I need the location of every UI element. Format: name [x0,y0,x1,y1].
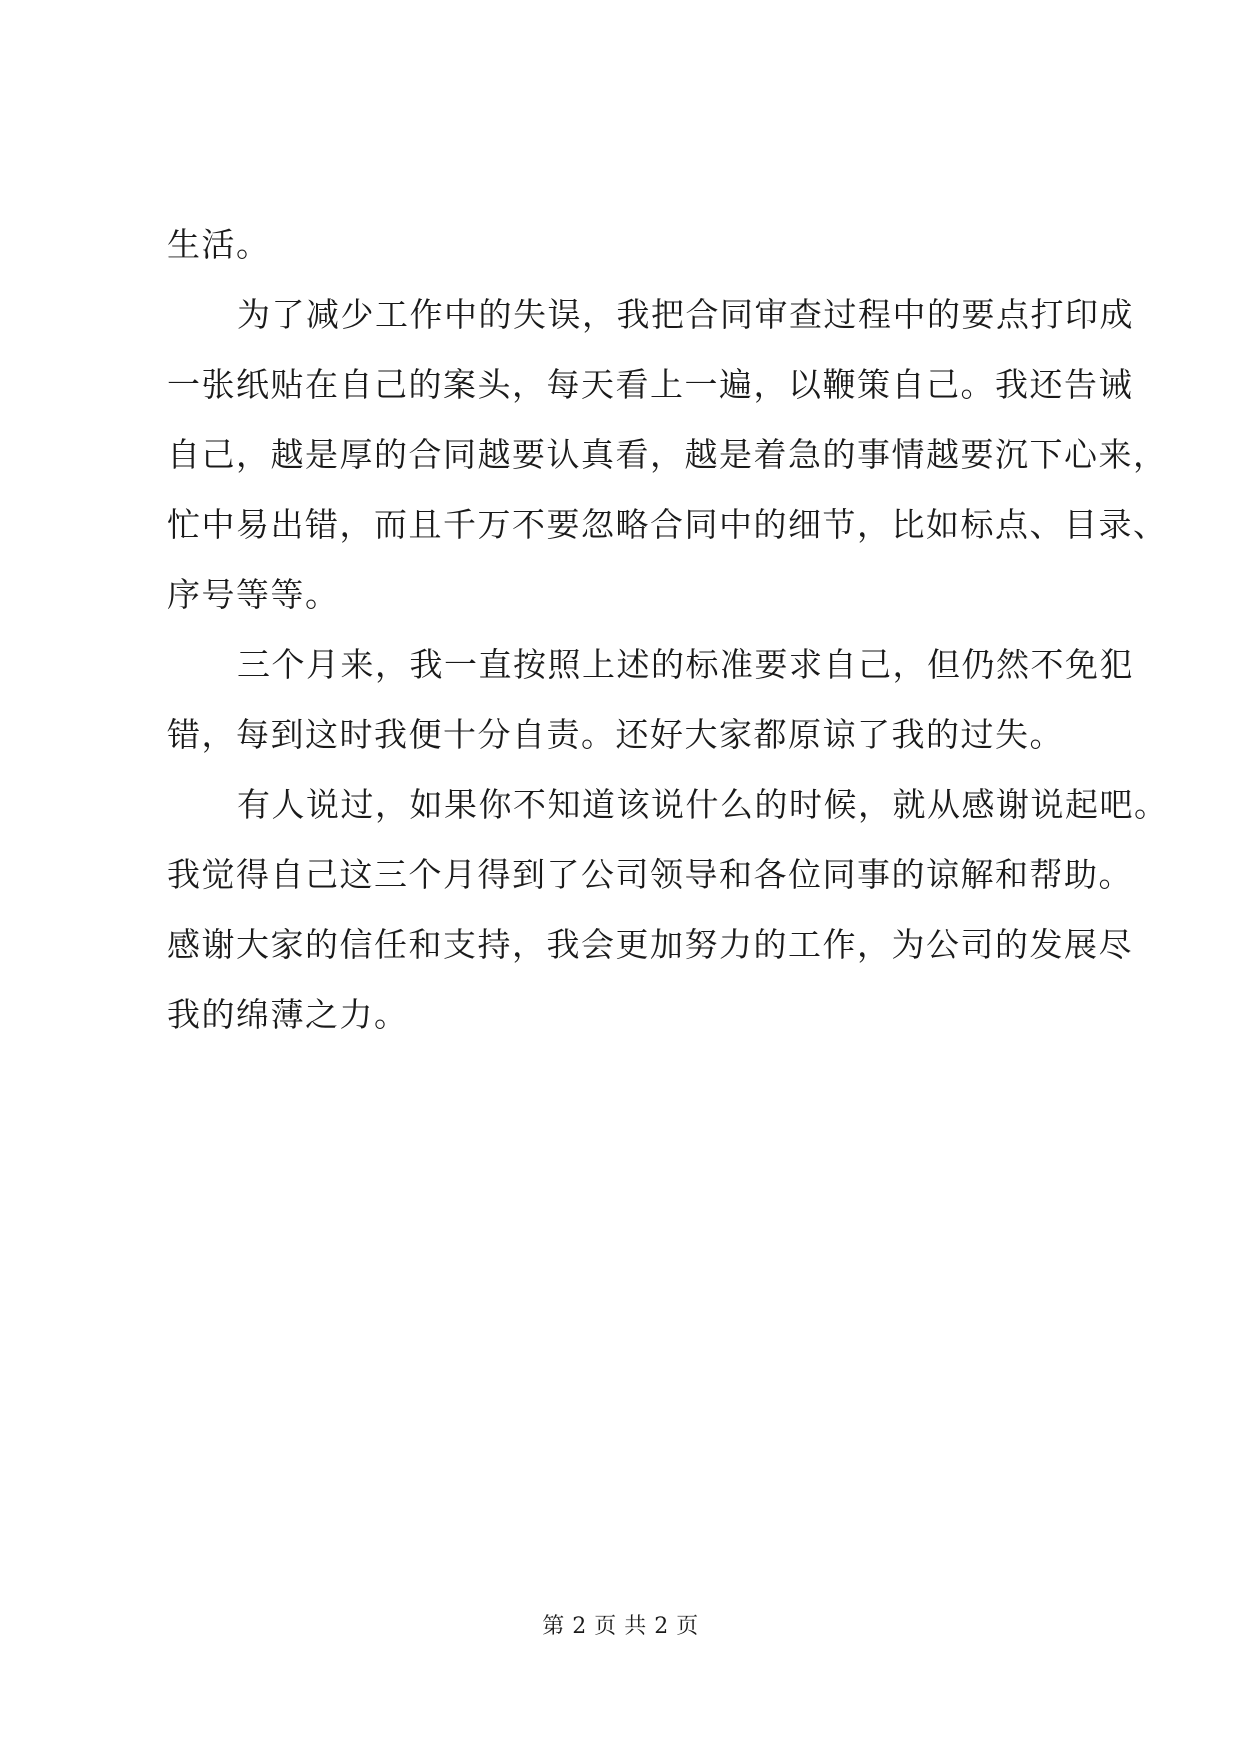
text-line: 有人说过，如果你不知道该说什么的时候，就从感谢说起吧。 [237,785,1169,824]
text-line: 三个月来，我一直按照上述的标准要求自己，但仍然不免犯 [237,645,1134,684]
paragraph-1 [167,210,1087,280]
paragraph-4 [167,770,1169,1050]
text-line: 自己，越是厚的合同越要认真看，越是着急的事情越要沉下心来， [167,435,1168,474]
text-line: 感谢大家的信任和支持，我会更加努力的工作，为公司的发展尽 [167,925,1133,964]
text-line: 为了减少工作中的失误，我把合同审查过程中的要点打印成 [237,295,1134,334]
text-line: 序号等等。 [167,575,340,614]
document-body [167,210,1169,1050]
text-line: 我的绵薄之力。 [167,995,409,1034]
text-line: 生活。 [167,225,271,264]
text-line: 忙中易出错，而且千万不要忽略合同中的细节，比如标点、目录、 [167,505,1168,544]
text-line: 错，每到这时我便十分自责。还好大家都原谅了我的过失。 [167,715,1064,754]
paragraph-2 [167,280,1168,630]
text-line: 我觉得自己这三个月得到了公司领导和各位同事的谅解和帮助。 [167,855,1133,894]
page-number-footer: 第 2 页 共 2 页 [542,1614,699,1639]
text-line: 一张纸贴在自己的案头，每天看上一遍，以鞭策自己。我还告诫 [167,365,1133,404]
paragraph-3 [167,630,1134,770]
